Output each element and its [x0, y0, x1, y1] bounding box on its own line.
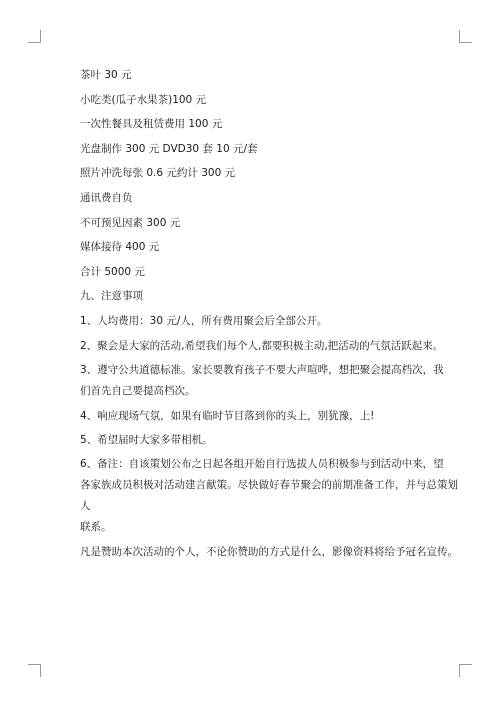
note-item-6-line-1: 6、备注：自该策划公布之日起各组开始自行选拔人员积极参与到活动中来，望 — [80, 458, 444, 471]
note-item-2: 2、聚会是大家的活动,希望我们每个人,都要积极主动,把活动的气氛活跃起来。 — [80, 339, 444, 352]
crop-mark-top-left — [28, 30, 41, 43]
section-heading-notes: 九、注意事项 — [80, 290, 143, 303]
budget-line-tea: 茶叶 30 元 — [80, 69, 132, 81]
note-item-1: 1、人均费用：30 元/人，所有费用聚会后全部公开。 — [80, 314, 328, 327]
budget-line-contingency: 不可预见因素 300 元 — [80, 216, 181, 229]
note-item-6 — [80, 454, 460, 538]
budget-line-tableware: 一次性餐具及租赁费用 100 元 — [80, 118, 223, 131]
note-item-4: 4、响应现场气氛，如果有临时节目落到你的头上，别犹豫，上! — [80, 409, 375, 422]
note-item-5: 5、希望届时大家多带相机。 — [80, 434, 213, 447]
crop-mark-top-right — [459, 30, 472, 43]
crop-mark-bottom-left — [28, 664, 41, 677]
sponsor-note: 凡是赞助本次活动的个人，不论你赞助的方式是什么，影像资料将给予冠名宣传。 — [80, 546, 458, 559]
note-item-6-line-3: 联系。 — [80, 521, 112, 534]
budget-line-disc: 光盘制作 300 元 DVD30 套 10 元/套 — [80, 142, 258, 155]
crop-mark-bottom-right — [459, 664, 472, 677]
budget-line-photos: 照片冲洗每张 0.6 元约计 300 元 — [80, 167, 236, 180]
note-item-6-line-2: 各家族成员积极对活动建言献策。尽快做好春节聚会的前期准备工作，并与总策划人 — [80, 479, 458, 513]
budget-line-communication: 通讯费自负 — [80, 191, 133, 204]
note-item-3 — [80, 360, 460, 402]
budget-line-total: 合计 5000 元 — [80, 265, 145, 278]
note-item-3-line-1: 3、遵守公共道德标准。家长要教育孩子不要大声喧哗，想把聚会提高档次，我 — [80, 363, 444, 376]
budget-line-snacks: 小吃类(瓜子水果茶)100 元 — [80, 93, 207, 106]
budget-line-media: 媒体接待 400 元 — [80, 241, 160, 254]
note-item-3-line-2: 们首先自己要提高档次。 — [80, 384, 196, 397]
document-body — [80, 68, 460, 570]
